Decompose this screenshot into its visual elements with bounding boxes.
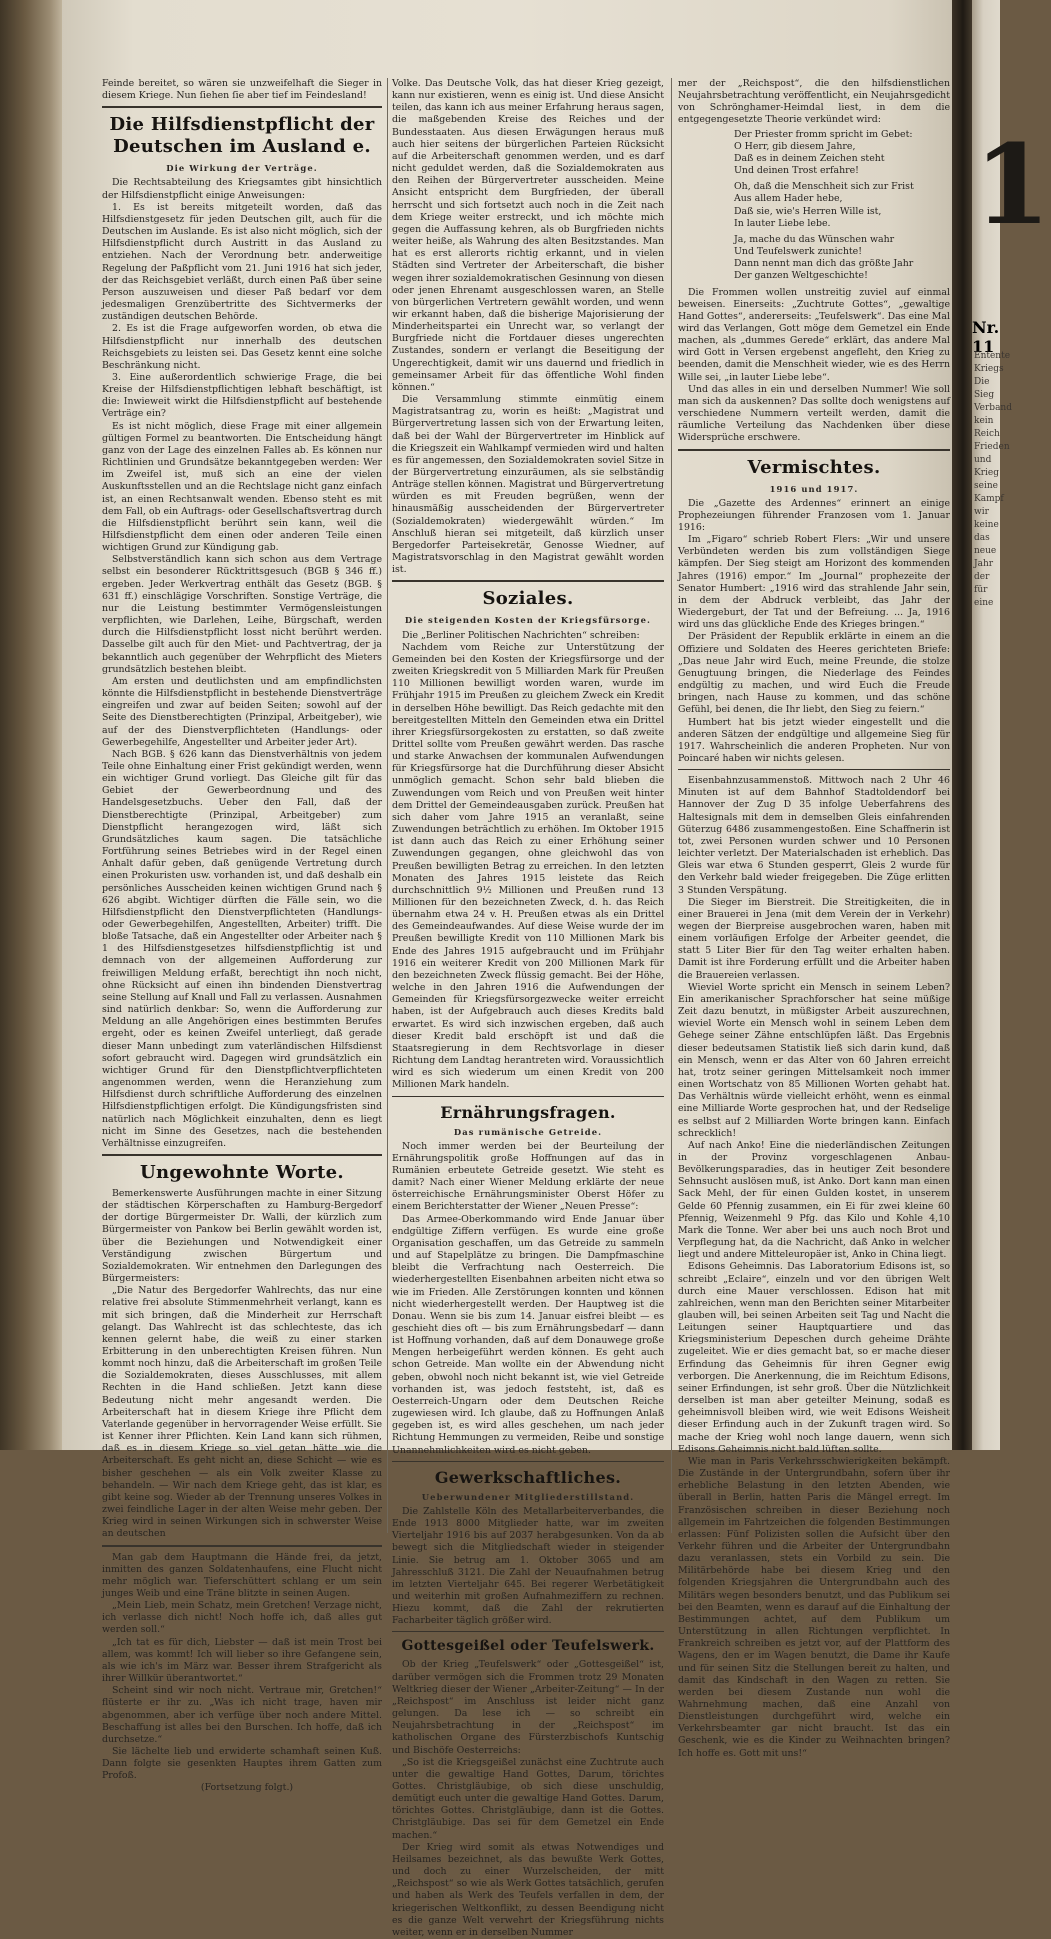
paragraph: Die Sieger im Bierstreit. Die Streitigkeiten, die in einer Brauerei in Jena (mit dem Verein der in Verkehr) wegen der Bierpreise ausgebrochen waren, haben mit einem vorläufigen Erfolge der Arbeiter geendet, die statt 5 Liter Bier für den Tag weiter erhalten haben. Damit ist ihre Forderung erfüllt und die Arbeiter haben die Brauereien verlassen. <box>678 896 950 981</box>
headline-vermischtes: Vermischtes. <box>747 456 881 478</box>
headline-ungewohnte-worte: Ungewohnte Worte. <box>140 1161 344 1183</box>
text-fragment: Verband <box>974 403 1012 413</box>
divider <box>392 1631 664 1632</box>
paragraph: Auf nach Anko! Eine die niederländischen Zeitungen in der Provinz vorgeschlagenen Anbau-Bevölkerungsparadies, das in heutiger Zeit besondere Sehnsucht auslösen muß, ist Anko. Dort kann man einen Sack Mehl, der für einen Gulden kostet, in unserem Gelde 60 Pfennig zusammen, ein Ei für zwei kleine 60 Pfennig, Weizenmehl 9 Pfg. das Kilo und Kohle 4,10 Mark die Tonne. Wer aber bei uns auch noch Brot und Verpflegung hat, da die Nachricht, daß Anko in welcher liegt und andere Mitteleuropäer ist, Anko in China liegt. <box>678 1139 950 1261</box>
poem-line: O Herr, gib diesem Jahre, <box>734 140 856 152</box>
paragraph: 2. Es ist die Frage aufgeworfen worden, ob etwa die Hilfsdienstpflicht nur innerhalb des deutschen Reichsgebiets zu leisten sei. Das Gesetz kennt eine solche Beschränkung nicht. <box>102 323 382 371</box>
adjacent-text-fragments <box>974 350 1012 610</box>
poem-line: Ja, mache du das Wünschen wahr <box>734 233 895 245</box>
divider <box>392 1461 664 1462</box>
article-vermischtes-items <box>678 775 950 1760</box>
text-fragment: für <box>974 585 988 595</box>
text-fragment: Entente <box>974 351 1011 361</box>
paragraph: Die „Gazette des Ardennes“ erinnert an einige Prophezeiungen führender Franzosen vom 1. Januar 1916: <box>678 497 950 533</box>
paragraph: 3. Eine außerordentlich schwierige Frage, die bei Kreise der Hilfsdienstpflichtigen lebhaft beschäftigt, ist die: Inwieweit wirkt die Hilfsdienstpflicht auf bestehende Verträge ein? <box>102 371 382 420</box>
divider <box>392 1096 664 1097</box>
subhead-1916-1917: 1916 und 1917. <box>769 483 859 494</box>
article-hilfsdienstpflicht <box>102 177 382 1150</box>
paragraph: Das Armee-Oberkommando wird Ende Januar über endgültige Ziffern verfügen. Es wurde eine große Organisation geschaffen, um das Getreide zu sammeln und auf Stapelplätze zu bringen. Die Dampfmaschine bleibt die Verfrachtung nach Oesterreich. Die wiederhergestellten Eisenbahnen arbeiten nicht etwa so wie im Frieden. Alle Zerstörungen konnten und können nicht wiederhergestellt werden. Der Hauptweg ist die Donau. Wenn sie bis zum 14. Januar eisfrei bleibt — es geschieht dies oft — bis zum Ernährungsbedarf — dann ist Hoffnung vorhanden, daß auf dem Donauwege große Mengen herbeigeführt werden können. Es geht auch schon Getreide. Man wollte ein der Abwendung nicht geben, obwohl noch nicht bekannt ist, wie viel Getreide vorhanden ist, was jedoch feststeht, ist, daß es Oesterreich-Ungarn oder dem Deutschen Reiche zugewiesen wird. Ich glaube, daß zu Hoffnungen Anlaß gegeben ist, es wird alles geschehen, um nach jeder Richtung Hemmungen zu vermeiden, Reibe und sonstige Unannehmlichkeiten wird es nicht geben. <box>392 1213 664 1456</box>
poem-line: Aus allem Hader hebe, <box>734 193 843 205</box>
text-fragment: neue <box>974 546 997 556</box>
paragraph: Volke. Das Deutsche Volk, das hat dieser Krieg gezeigt, kann nur existieren, wenn es einig ist. Und diese Ansicht teilen, das kann ich aus meiner Erfahrung heraus sagen, die maßgebenden Kreise des Reiches und der Bundesstaaten. Aus diesen Erwägungen heraus muß auch hier seitens der bürgerlichen Parteien Rücksicht auf die Arbeiterschaft genommen werden, und es darf nicht geduldet werden, daß die Sozialdemokraten aus den Reihen der Bürgervertreter ausscheiden. Meine Ansicht entspricht dem Burgfrieden, der überall herrscht und sich fortsetzt auch noch in die Zeit nach dem Kriege weiter erstreckt, und ich möchte mich gegen die Auffassung kehren, als ob Burgfrieden nichts weiter heiße, als Wahrung des alten Besitzstandes. Man hat es erst allerorts richtig erkannt, und in vielen Städten sind Vertreter der Arbeiterschaft, die bisher wegen ihrer sozialdemokratischen Gesinnung von diesen oder jenen Ehrenamt ausgeschlossen waren, an Stelle von bürgerlichen Vertretern gewählt worden, und wenn wir erkannt haben, daß die bisherige Majorisierung der Minderheitspartei ein Unrecht war, so verlangt der Burgfriede nicht die Fortdauer dieses ungerechten Zustandes, sondern er verlangt die Beseitigung der Ungerechtigkeit, damit wir uns dauernd und friedlich in gemeinsamer Arbeit für das öffentliche Wohl finden können.“ <box>392 78 664 393</box>
text-fragment: Kriegs <box>974 364 1004 374</box>
divider <box>392 580 664 582</box>
text-fragment: das <box>974 533 990 543</box>
subhead-getreide: Das rumänische Getreide. <box>453 1126 603 1137</box>
text-fragment: wir <box>974 507 989 517</box>
column-rule <box>671 78 672 1533</box>
article-ungewohnte-worte-cont <box>392 78 664 576</box>
text-fragment: Reich <box>974 429 1000 439</box>
poem-line: Der ganzen Weltgeschichte! <box>734 270 868 282</box>
paragraph: „So ist die Kriegsgeißel zunächst eine Zuchtrute auch unter die gewaltige Hand Gottes, Darum, törichtes Gottes. Christgläubige, ob sich diese unschuldig, demütigt euch unter die gewaltige Hand Gottes. Darum, törichtes Gottes. Christgläubige, dann ist die Gottes. Christgläubige. Das sei für dem Gemetzel ein Ende machen.“ <box>392 1756 664 1841</box>
poem-line: Daß sie, wie's Herren Wille ist, <box>734 205 882 217</box>
headline-gottesgeissel: Gottesgeißel oder Teufelswerk. <box>401 1638 655 1655</box>
paragraph: Sie lächelte lieb und erwiderte schamhaft seinen Kuß. Dann folgte sie gesenkten Hauptes ihrem Gatten zum Profoß. <box>102 1746 382 1782</box>
poem-line: In lauter Liebe lebe. <box>734 217 831 229</box>
paragraph: Am ersten und deutlichsten und am empfindlichsten könnte die Hilfsdienstpflicht in bestehende Dienstverträge eingreifen und zwar auf beiden Seiten; sowohl auf der Seite des Dienstberechtigten (Prinzipal, Arbeitgeber), wie auf der des Dienstverpflichteten (Handlungs- oder Gewerbegehilfe, Angestellter und Arbeiter jeder Art). <box>102 675 382 748</box>
headline-hilfsdienstpflicht: Die Hilfsdienstpflicht der Deutschen im Ausland e. <box>109 114 375 158</box>
paragraph: Der Krieg wird somit als etwas Notwendiges und Heilsames bezeichnet, als das bewußte Werk Gottes, und doch zu einer Wurzelscheiden, der mitt „Reichspost“ so wie als Werk Gottes tatsächlich, gerufen und haben als Werk des Teufels verfallen in dem, der kriegerischen Weltkonflikt, zu dessen Beendigung nicht es die ganze Welt verwehrt der Kriegsführung nichts weiter, wenn er in derselben Nummer <box>392 1841 664 1938</box>
paragraph: Noch immer werden bei der Beurteilung der Ernährungspolitik große Hoffnungen auf das in Rumänien erbeutete Getreide gesetzt. Wie steht es damit? Nach einer Wiener Meldung erklärte der neue österreichische Ernährungsminister Oberst Höfer zu einem Berichterstatter der Wiener „Neuen Presse“: <box>392 1140 664 1213</box>
paragraph: Scheint sind wir noch nicht. Vertraue mir, Gretchen!“ flüsterte er ihr zu. „Was ich nicht trage, haven mir abgenommen, aber ich verfüge über noch andere Mittel. Beschaffung ist alles bei den Burschen. Ich hoffe, daß ich durchsetze.“ <box>102 1685 382 1745</box>
column-2 <box>392 78 664 1939</box>
column-3 <box>678 78 950 1760</box>
paragraph: Bemerkenswerte Ausführungen machte in einer Sitzung der städtischen Körperschaften zu Hamburg-Bergedorf der dortige Bürgermeister Dr. Walli, der kürzlich zum Bürgermeister von Pankow bei Berlin gewählt worden ist, über die Beziehungen und Notwendigkeit einer Verständigung zwischen Bürgertum und Sozialdemokraten. Wir entnehmen den Darlegungen des Bürgermeisters: <box>102 1187 382 1285</box>
paragraph: „Die Natur des Bergedorfer Wahlrechts, das nur eine relative frei absolute Stimmenmehrheit verlangt, kann es mit sich bringen, daß die Minderheit zur Herrschaft gelangt. Das Wahlrecht ist das schlechteste, das ich kennen gelernt habe, die weiß zu einer starken Erbitterung in den unberechtigten Kreisen führen. Nun kommt noch hinzu, daß die Arbeiterschaft im großen Teile die Sozialdemokraten, dieses Ausschlusses, mit allem Rechten in die Hand schließen. Jetzt kann diese Bedeutung nicht mehr angesandt werden. Die Arbeiterschaft hat in diesem Kriege ihre Pflicht dem Vaterlande gegenüber in hervorragender Weise erfüllt. Sie ist Kenner ihrer Pflichten. Kein Land kann sich rühmen, daß es in diesem Kriege so viel getan hätte wie die Arbeiterschaft. Es geht nicht an, diese Schicht — wie es bisher geschehen — als ein Volk zweiter Klasse zu behandeln. — Wir nach dem Kriege geht, das ist klar, es gibt keine sog. Wieder ab der Trennung unseres Volkes in zwei feindliche Lager in der alten Weise mehr geben. Der Krieg wird in seinen Wirkungen sich in schwerster Weise an deutschen <box>102 1285 382 1540</box>
poem-line: Und deinen Trost erfahre! <box>734 165 859 177</box>
poem-stanza <box>734 181 950 230</box>
paragraph: Humbert hat bis jetzt wieder eingestellt und die anderen Sätzen der endgültige und allgemeine Sieg für 1917. Wahrscheinlich die anderen Propheten. Nur von Poincaré haben wir nichts gelesen. <box>678 716 950 764</box>
article-gewerkschaftliches <box>392 1506 664 1628</box>
headline-soziales: Soziales. <box>482 588 574 610</box>
serial-story <box>102 1552 382 1795</box>
paragraph: Die Versammlung stimmte einmütig einem Magistratsantrag zu, worin es heißt: „Magistrat und Bürgervertretung lassen sich von der Erwartung leiten, daß bei der Wahl der Bürgervertreter im Hinblick auf die Kriegszeit ein Wahlkampf vermieden wird und halten es für angemessen, den Sozialdemokraten soviel Sitze in der Bürgervertretung einzuräumen, als sie selbständig Anträge stellen können. Magistrat und Bürgervertretung würden es mit Freuden begrüßen, wenn der hinausmäßig ausscheidenden der Bürgervertreter (Sozialdemokraten) wiedergewählt würden.“ Im Anschluß hieran sei mitgeteilt, daß kürzlich unser Bergedorfer Parteisekretär, Genosse Wiedner, auf Magistratsvorschlag in den Magistrat gewählt worden ist. <box>392 394 664 576</box>
text-fragment: der <box>974 572 990 582</box>
headline-gewerkschaftliches: Gewerkschaftliches. <box>434 1467 622 1487</box>
paragraph: Nach BGB. § 626 kann das Dienstverhältnis von jedem Teile ohne Einhaltung einer Frist gekündigt werden, wenn ein wichtiger Grund vorliegt. Das Gleiche gilt für das Gebiet der Gewerbeordnung und des Handelsgesetzbuchs. Ueber den Fall, daß der Dienstberechtigte (Prinzipal, Arbeitgeber) zum Dienstpflicht herangezogen wird, läßt sich Grundsätzliches kaum sagen. Die tatsächliche Fortführung seines Betriebes wird in der Regel einen Anhalt dafür geben, daß genügende Vertretung durch einen Prokuristen usw. vorhanden ist, und daß deshalb ein persönliches Ausscheiden keinen wichtigen Grund nach § 626 abgibt. Wichtiger dürften die Fälle sein, wo die Hilfsdienstpflicht den Dienstverpflichteten (Handlungs- oder Gewerbegehilfen, Angestellten, Arbeiter) trifft. Die bloße Tatsache, daß ein Angestellter oder Arbeiter nach § 1 des Hilfsdienstgesetzes hilfsdienstpflichtig ist und demnach von der allgemeinen Aufforderung zur freiwilligen Meldung erfaßt, berechtigt ihn noch nicht, ohne Rücksicht auf einen ihn bindenden Dienstvertrag seine Stellung auf Knall und Fall zu verlassen. Ausnahmen sind natürlich denkbar: So, wenn die Aufforderung zur Meldung an alle Angehörigen eines bestimmten Berufes ergeht, oder es keinen Zweifel unterliegt, daß gerade dieser Mann unbedingt zum vaterländischen Hilfsdienst sofort gebraucht wird. Dagegen wird grundsätzlich ein wichtiger Grund für den Dienstpflichtverpflichteten angenommen werden, wenn die Heranziehung zum Hilfsdienst durch schriftliche Aufforderung des einzelnen Hilfsdienstpflichtigen erfolgt. Die Kündigungsfristen sind natürlich nach Möglichkeit einzuhalten, denn es liegt nicht im Sinne des Gesetzes, nach die bestehenden Verhältnisse einzugreifen. <box>102 748 382 1149</box>
subhead-mitglieder: Ueberwundener Mitgliederstillstand. <box>421 1491 635 1502</box>
paragraph: Im „Figaro“ schrieb Robert Flers: „Wir und unsere Verbündeten werden bis zum vollständigen Siege kämpfen. Der Sieg steigt am Horizont des kommenden Jahres (1916) empor.“ Im „Journal“ prophezeite der Senator Humbert: „1916 wird das strahlende Jahr sein, in dem der Abdruck verbleibt, das Jahr der Wiedergeburt, der Tat und der Befreiung. ... Ja, 1916 wird uns das glückliche Ende des Krieges bringen.“ <box>678 534 950 631</box>
subhead-kriegsfuersorge: Die steigenden Kosten der Kriegsfürsorge. <box>404 615 652 626</box>
paragraph: Nachdem vom Reiche zur Unterstützung der Gemeinden bei den Kosten der Kriegsfürsorge und der zweiten Kriegskredit von 5 Milliarden Mark für Preußen 110 Millionen bewilligt worden waren, wurde im Frühjahr 1915 im Preußen zu gleichem Zweck ein Kredit in derselben Höhe bewilligt. Das Reich gedachte mit den bereitgestellten Mitteln den Gemeinden etwa ein Drittel ihrer Kriegsfürsorgekosten zu erstatten, so daß zweite Drittel sollte vom Preußen gewährt werden. Das rasche und starke Anwachsen der kommunalen Aufwendungen für Kriegsfürsorge hat die Durchführung dieser Absicht unmöglich gemacht. Schon sehr bald blieben die Zuwendungen vom Reich und von Preußen weit hinter dem Drittel der Gemeindeausgaben zurück. Preußen hat sich daher vom Jahre 1915 an veranlaßt, seine Zuwendungen beträchtlich zu erhöhen. Im Oktober 1915 ist dann auch das Reich zu einer Erhöhung seiner Zuwendungen gegangen, ohne gleichwohl das von Preußen bewilligten Betrag zu erreichen. In den letzten Monaten des Jahres 1915 leistete das Reich durchschnittlich 9½ Millionen und Preußen rund 13 Millionen für den bezeichneten Zweck, d. h. das Reich übernahm etwa 24 v. H. Preußen etwas als ein Drittel des Gemeindeaufwandes. Auf diese Weise wurde der im Preußen bewilligte Kredit von 110 Millionen Mark bis Ende des Jahres 1915 aufgebraucht und im Frühjahr 1916 ein weiterer Kredit von 200 Millionen Mark für den bezeichneten Zweck flüssig gemacht. Bei der Höhe, welche in den Jahren 1916 die Aufwendungen der Gemeinden für Kriegsfürsorgezwecke weiter erreicht haben, ist der Aufgebrauch auch dieses Kredits bald erwartet. Es wird sich inzwischen ergeben, daß auch dieser Kredit bald erschöpft ist und daß die Staatsregierung in dem Rechtsvorlage in dieser Richtung dem Landtag herantreten wird. Voraussichtlich wird es sich wiederum um einen Kredit von 200 Millionen Mark handeln. <box>392 641 664 1091</box>
paragraph: Die Rechtsabteilung des Kriegsamtes gibt hinsichtlich der Hilfsdienstpflicht einige Anweisungen: <box>102 177 382 201</box>
paragraph: Wie man in Paris Verkehrsschwierigkeiten bekämpft. Die Zustände in der Untergrundbahn, sofern über ihr erhebliche Belastung in den letzten Abenden, wie überall in Berlin, hatten Paris die Mängel erregt. Im Französischen schreiben in dieser Beziehung noch allgemein im Fahrtzeichen die folgenden Bestimmungen erlassen: Fünf Polizisten sollen die Aufsicht über den Verkehr führen und die Arbeiter der Untergrundbahn dazu veranlassen, stets ein Vorbild zu sein. Die Militärbehörde habe bei diesem Krieg und den folgenden Kriegsjahren die Untergrundbahn auch des Militärs wegen besonders benutzt, und das Publikum sei bei den Beamten, wenn es darauf auf die Einhaltung der Bestimmungen achtet, auf dem Publikum um Unterstützung in allen Richtungen verpflichtet. In Frankreich schreiben es jetzt vor, auf der Plattform des Wagens, den er im Wagen benutzt, die Dame ihr Kaufe und für seinen Sitz die Stellungen bereit zu halten, und damit das Kindschaft in den Wagen zu retten. Sie werden bei diesem Zustande nun wohl die Wahrnehmung machen, daß eine Anzahl von Dienstleistungen durchgeführt wird, welche ein Verkehrsbeamter gar nicht braucht. Ist das ein Geschenk, wie es die Kinder zu Weihnachten bringen? Ich hoffe es. Gott mit uns!“ <box>678 1455 950 1759</box>
paragraph: Die Zahlstelle Köln des Metallarbeiterverbandes, die Ende 1913 8000 Mitglieder hatte, war im zweiten Vierteljahr 1916 bis auf 2037 herabgesunken. Von da ab bewegt sich die Mitgliedschaft wieder in steigender Linie. Sie betrug am 1. Oktober 3065 und am Jahresschluß 3121. Die Zahl der Neuaufnahmen betrug im letzten Vierteljahr 645. Bei regerer Werbetätigkeit und weiterhin mit großen Aufnahmeziffern zu rechnen. Hiezu kommt, daß die Zahl der rekrutierten Facharbeiter täglich größer wird. <box>392 1505 664 1627</box>
paragraph: 1. Es ist bereits mitgeteilt worden, daß das Hilfsdienstgesetz für jeden Deutschen gilt, auch für die Deutschen im Auslande. Es ist also nicht möglich, sich der Hilfsdienstpflicht durch Austritt in das Ausland zu entziehen. Nach der Verordnung betr. anderweitige Regelung der Paßpflicht vom 21. Juni 1916 hat sich jeder, der das Reichsgebiet verläßt, durch einen Paß über seine Person auszuweisen und dieser Paß bedarf vor dem jedesmaligen Grenzübertritte des Sichtvermerks der zuständigen deutschen Behörde. <box>102 201 382 323</box>
paragraph: Die Frommen wollen unstreitig zuviel auf einmal beweisen. Einerseits: „Zuchtrute Gottes“, „gewaltige Hand Gottes“, andererseits: „Teufelswerk“. Das eine Mal wird das Verlangen, Gott möge dem Gemetzel ein Ende machen, als „dummes Gerede“ erklärt, das andere Mal wird Gott in Versen ergebenst angefleht, den Krieg zu beenden, damit die Menschheit wieder, wie es des Herrn Wille sei, „in lauter Liebe lebe“. <box>678 286 950 383</box>
divider <box>102 1154 382 1156</box>
paragraph: Eisenbahnzusammenstoß. Mittwoch nach 2 Uhr 46 Minuten ist auf dem Bahnhof Stadtoldendorf bei Hannover der Zug D 35 infolge Ueberfahrens des Haltesignals mit dem in demselben Gleis einfahrenden Güterzug 6486 zusammengestoßen. Eine Schaffnerin ist tot, zwei Personen wurden schwer und 10 Personen leichter verletzt. Der Materialschaden ist erheblich. Das Gleis war etwa 6 Stunden gesperrt, Gleis 2 wurde für den Verkehr bald wieder freigegeben. Die Züge erlitten 3 Stunden Verspätung. <box>678 775 950 896</box>
paragraph: mer der „Reichspost“, die den hilfsdienstlichen Neujahrsbetrachtung veröffentlicht, ein Neujahrsgedicht von Schrönghamer-Heimdal liest, in dem die entgegengesetzte Theorie verkündet wird: <box>678 78 950 126</box>
paragraph: Edisons Geheimnis. Das Laboratorium Edisons ist, so schreibt „Eclaire“, einzeln und vor den übrigen Welt durch eine Mauer verschlossen. Edison hat mit zahlreichen, wenn man den Berichten seiner Mitarbeiter glauben will, bei seinen Arbeiten seit Tag und Nacht die Leitungen seiner Hauptquartiere und das Kriegsministerium Depeschen durch geheime Drähte zugeleitet. Wie er dies gemacht bat, so er mache dieser Erfindung das Geheimnis für ihren Gegner ewig verborgen. Die Anerkennung, die im Reichtum Edisons, seiner Erfindungen, ist sehr groß. Über die Nützlichkeit derselben ist man aber geteilter Meinung, sodaß es geheimnisvoll bleiben wird, wie weit Edisons Weisheit dieser Erfindung auch in der Zukunft tragen wird. So mache der Krieg wohl noch lange dauern, wenn sich Edisons Geheimnis nicht bald lüften sollte. <box>678 1261 950 1455</box>
paragraph: Und das alles in ein und derselben Nummer! Wie soll man sich da auskennen? Das sollte doch wenigstens auf verschiedene Nummern verteilt werden, damit die räumliche Verteilung das Nachdenken über diese Widersprüche erschwere. <box>678 383 950 444</box>
poem-line: Daß es in deinem Zeichen steht <box>734 152 885 164</box>
poem <box>678 129 950 283</box>
article-soziales <box>392 630 664 1092</box>
poem-stanza <box>734 234 950 283</box>
text-fragment: Frieden <box>974 442 1010 452</box>
text-fragment: Kampf <box>974 494 1004 504</box>
text-fragment: Krieg <box>974 468 999 478</box>
continuation-note: (Fortsetzung folgt.) <box>200 1782 294 1794</box>
text-fragment: eine <box>974 598 994 608</box>
text-fragment: Die <box>974 377 990 387</box>
divider <box>102 1545 382 1547</box>
poem-line: Und Teufelswerk zunichte! <box>734 246 862 258</box>
poem-line: Dann nennt man dich das größte Jahr <box>734 258 914 270</box>
paragraph: Es ist nicht möglich, diese Frage mit einer allgemein gültigen Formel zu beantworten. Die Entscheidung hängt ganz von der Lage des einzelnen Falles ab. Es können nur Richtlinien und Grundsätze bekanntgegeben werden: Wer im Zweifel ist, muß sich an eine der vielen Auskunftsstellen und an die Rechtslage nicht ganz einfach ist, an einen Rechtsanwalt wenden. Ebenso steht es mit dem Fall, ob ein Auftrags- oder Gesellschaftsvertrag durch die Hilfsdienstpflicht berührt sein kann, weil die Hilfsdienstpflicht dem einen oder anderen Teile einen wichtigen Grund zur Kündigung gab. <box>102 420 382 554</box>
column-rule <box>387 78 388 1533</box>
article-ungewohnte-worte <box>102 1188 382 1541</box>
masthead-fragment: 1 <box>974 120 1051 249</box>
paragraph: Man gab dem Hauptmann die Hände frei, da jetzt, inmitten des ganzen Soldatenhaufens, eine Flucht nicht mehr möglich war. Tieferschüttert schlang er um sein junges Weib und eine Träne blitzte in seinen Augen. <box>102 1551 382 1599</box>
issue-number-fragment: Nr. 11 <box>972 318 1000 356</box>
article-gottesgeissel <box>392 1659 664 1939</box>
adjacent-page-edge <box>972 0 1051 1450</box>
paragraph: Der Präsident der Republik erklärte in einem an die Offiziere und Soldaten des Heeres gerichteten Briefe: „Das neue Jahr wird Euch, meine Freunde, die stolze Genugtuung bringen, die Niederlage des Feindes endgültig zu machen, und wird Euch die Freude bringen, nach Hause zu kommen, und das schöne Gefühl, bei denen, die Ihr liebt, den Sieg zu feiern.“ <box>678 631 950 716</box>
subhead-wirkung: Die Wirkung der Verträge. <box>166 163 318 174</box>
headline-ernaehrungsfragen: Ernährungsfragen. <box>440 1102 616 1122</box>
text-fragment: Sieg <box>974 390 995 400</box>
poem-line: Oh, daß die Menschheit sich zur Frist <box>734 181 914 193</box>
divider <box>678 769 950 770</box>
paragraph: „Ich tat es für dich, Liebster — daß ist mein Trost bei allem, was kommt! Ich will lieber so ihre Gefangene sein, als wie ich's im März war. Besser ihrem Strafgericht als ihrer Willkür überantwortet.“ <box>102 1636 382 1685</box>
col1-intro: Feinde bereitet, so wären sie unzweifelhaft die Sieger in diesem Kriege. Nun ſiehen ſie aber tief im Feindesland! <box>102 78 382 102</box>
text-fragment: Jahr <box>974 559 994 569</box>
article-1916-1917 <box>678 498 950 765</box>
paragraph: Wieviel Worte spricht ein Mensch in seinem Leben? Ein amerikanischer Sprachforscher hat seine müßige Zeit dazu benutzt, in müßigster Arbeit auszurechnen, wieviel Worte ein Mensch wohl in seinem Leben dem Gehege seiner Zähne entschlüpfen läßt. Das Ergebnis dieser bedeutsamen Statistik ließ sich darin kund, daß ein Mensch, wenn er das Alter von 60 Jahren erreicht hat, trotz seiner geringen Mittelsamkeit noch immer einen Wortschatz von 85 Millionen Worten gehabt hat. Das Verhältnis würde vielleicht erhöht, wenn es einmal eine Milliarde Worte gesprochen hat, und der Redselige es selbst auf 2 Milliarden Worte bringen kann. Einfach schrecklich! <box>678 981 950 1139</box>
text-fragment: seine <box>974 481 998 491</box>
newspaper-page <box>62 0 960 1938</box>
paragraph: Die „Berliner Politischen Nachrichten“ schreiben: <box>402 629 640 641</box>
text-fragment: und <box>974 455 992 465</box>
binding-gutter <box>952 0 974 1450</box>
paragraph: Ob der Krieg „Teufelswerk“ oder „Gottesgeißel“ ist, darüber vermögen sich die Frommen trotz 29 Monaten Weltkrieg dieser der Wiener „Arbeiter-Zeitung“ — In der „Reichspost“ im Anschluss ist leider nicht ganz gelungen. Da lese ich — so schreibt ein Neujahrsbetrachtung in der „Reichspost“ im katholischen Organe des Fürsterzbischofs Kuntschig und Bischöfe Oesterreichs: <box>392 1659 664 1756</box>
divider <box>102 106 382 108</box>
text-fragment: keine <box>974 520 999 530</box>
column-1 <box>102 78 382 1795</box>
divider <box>678 449 950 451</box>
paragraph: „Mein Lieb, mein Schatz, mein Gretchen! Verzage nicht, ich verlasse dich nicht! Noch hoffe ich, daß alles gut werden soll.“ <box>102 1600 382 1636</box>
poem-line: Der Priester fromm spricht im Gebet: <box>734 128 913 140</box>
text-fragment: kein <box>974 416 994 426</box>
paragraph: Selbstverständlich kann sich schon aus dem Vertrage selbst ein besonderer Rücktrittsgesuch (BGB § 346 ff.) ergeben. Jeder Werkvertrag enthält das Gesetz (BGB. § 631 ff.) einschlägige Vorschriften. Sonstige Verträge, die nur die Leistung bestimmter Vermögensleistungen verpflichten, wie Darlehen, Leihe, Bürgschaft, werden durch die Hilfsdienstpflicht losst nicht berührt werden. Dasselbe gilt auch für den Miet- und Pachtvertrag, der ja bekanntlich auch gegenüber der Wehrpflicht des Mieters grundsätzlich bestehen bleibt. <box>102 554 382 675</box>
article-ernaehrungsfragen <box>392 1141 664 1457</box>
binding-spine-left <box>0 0 62 1450</box>
poem-stanza <box>734 129 950 178</box>
